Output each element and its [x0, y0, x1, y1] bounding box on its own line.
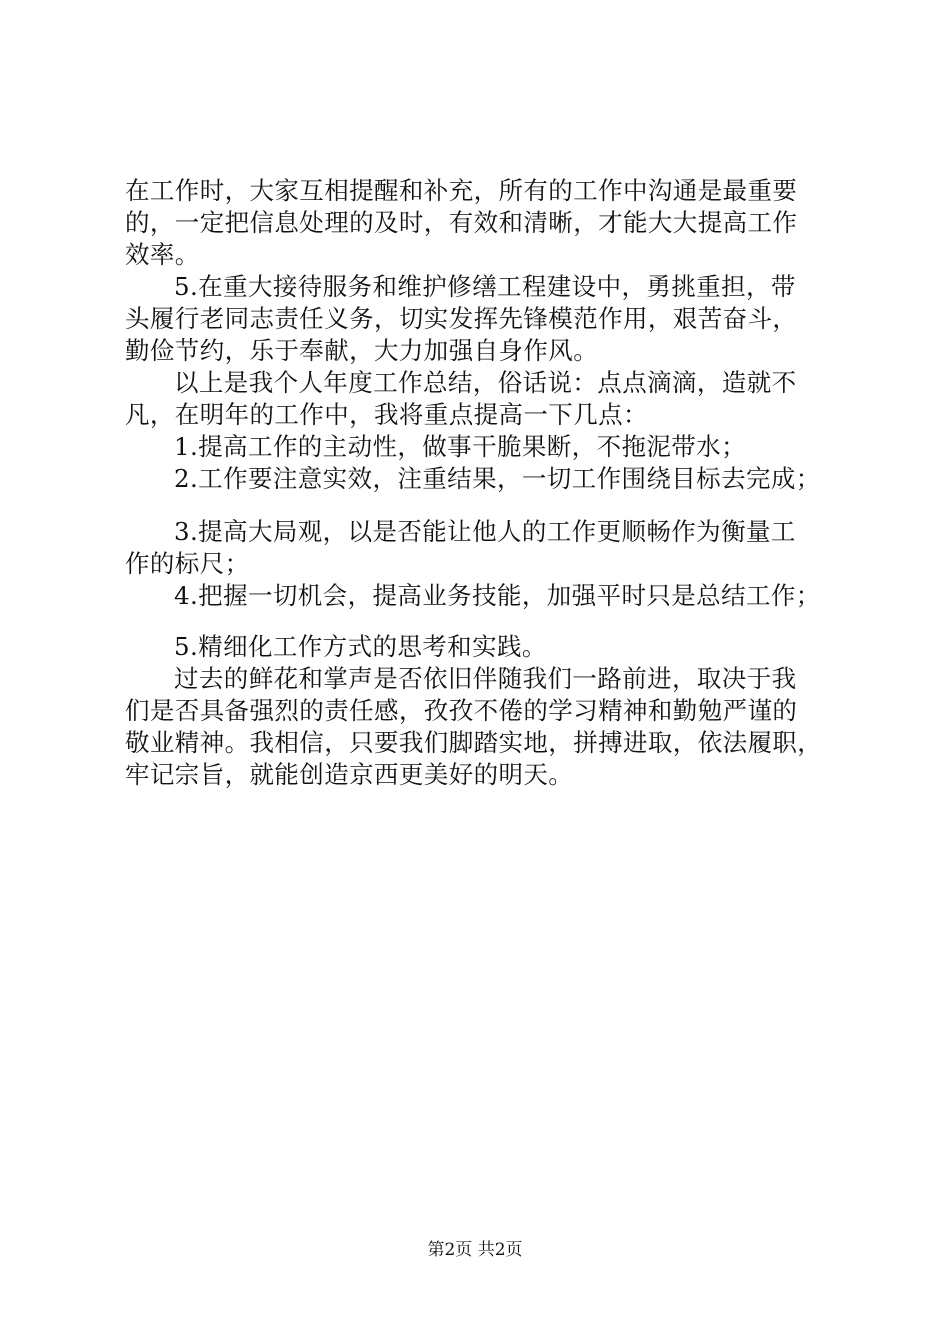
list-item: 4.把握一切机会，提高业务技能，加强平时只是总结工作；	[174, 581, 821, 610]
list-item: 5.精细化工作方式的思考和实践。	[174, 632, 547, 661]
paragraph-line: 以上是我个人年度工作总结，俗话说：点点滴滴，造就不	[174, 368, 797, 397]
list-item: 2.工作要注意实效，注重结果，一切工作围绕目标去完成；	[174, 464, 821, 493]
paragraph-line: 们是否具备强烈的责任感，孜孜不倦的学习精神和勤勉严谨的	[125, 696, 798, 725]
paragraph-line: 勤俭节约，乐于奉献，大力加强自身作风。	[125, 336, 599, 365]
paragraph-line: 作的标尺；	[125, 549, 250, 578]
list-item: 3.提高大局观，以是否能让他人的工作更顺畅作为衡量工	[174, 517, 796, 546]
paragraph-line: 头履行老同志责任义务，切实发挥先锋模范作用，艰苦奋斗，	[125, 304, 798, 333]
paragraph-line: 效率。	[125, 240, 200, 269]
page-number-footer: 第2页 共2页	[427, 1240, 523, 1260]
paragraph-line: 的，一定把信息处理的及时，有效和清晰，才能大大提高工作	[125, 208, 798, 237]
paragraph-line: 5.在重大接待服务和维护修缮工程建设中，勇挑重担，带	[174, 272, 796, 301]
paragraph-line: 在工作时，大家互相提醒和补充，所有的工作中沟通是最重要	[125, 176, 798, 205]
paragraph-line: 凡，在明年的工作中，我将重点提高一下几点：	[125, 400, 648, 429]
list-item: 1.提高工作的主动性，做事干脆果断，不拖泥带水；	[174, 432, 746, 461]
paragraph-line: 牢记宗旨，就能创造京西更美好的明天。	[125, 760, 574, 789]
paragraph-line: 过去的鲜花和掌声是否依旧伴随我们一路前进，取决于我	[174, 664, 797, 693]
paragraph-line: 敬业精神。我相信，只要我们脚踏实地，拼搏进取，依法履职，	[125, 728, 823, 757]
